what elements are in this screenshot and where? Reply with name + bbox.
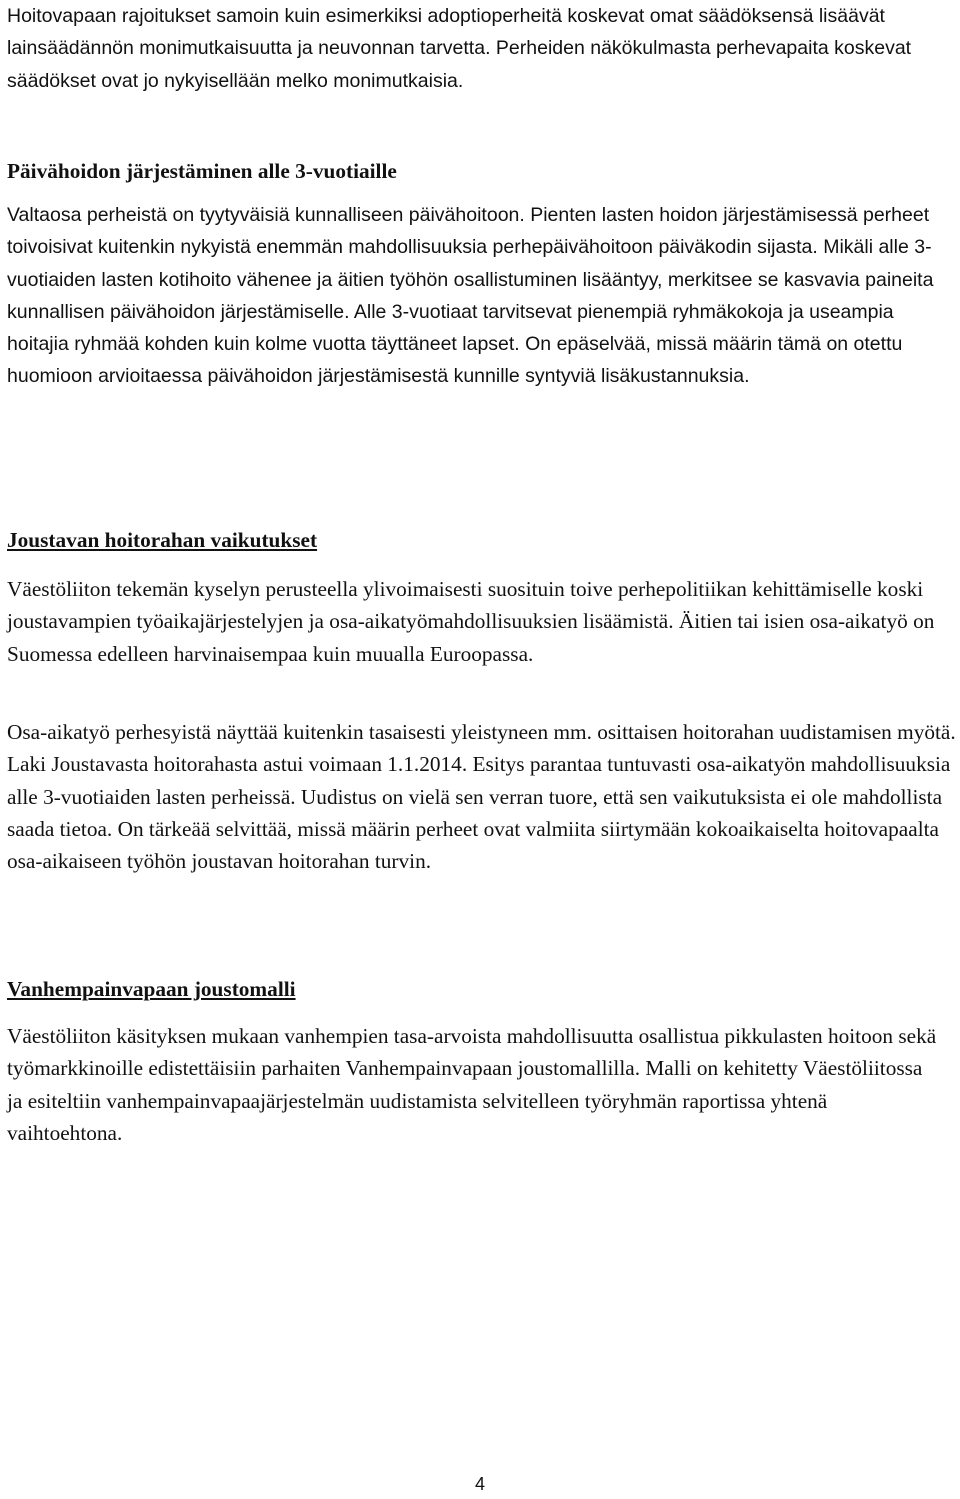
section-heading-parental-leave-model: Vanhempainvapaan joustomalli [7,977,296,1001]
section-heading-daycare: Päivähoidon järjestäminen alle 3-vuotiaille [7,159,397,183]
section-paragraph-parental: Väestöliiton käsityksen mukaan vanhempien tasa-arvoista mahdollisuutta osallistua pikkulasten hoitoon sekä työmarkkinoille edistettäisiin parhaiten Vanhempainvapaan joustomallilla. Malli on kehitetty Väestöliitossa ja esiteltiin vanhempainvapaajärjestelmän uudistamista selvitelleen työryhmän raportissa yhtenä vaihtoehtona. [7,1024,937,1145]
page-number: 4 [474,1474,485,1494]
section-paragraph-flexible-2: Osa-aikatyö perhesyistä näyttää kuitenkin tasaisesti yleistyneen mm. osittaisen hoitorahan uudistamisen myötä. Laki Joustavasta hoitorahasta astui voimaan 1.1.2014. Esitys parantaa tuntuvasti osa-aikatyön mahdollisuuksia alle 3-vuotiaiden lasten perheissä. Uudistus on vielä sen verran tuore, että sen vaikutuksista ei ole mahdollista saada tietoa. On tärkeää selvittää, missä määrin perheet ovat valmiita siirtymään kokoaikaiselta hoitovapaalta osa-aikaiseen työhön joustavan hoitorahan turvin. [7,720,956,874]
section-paragraph-daycare: Valtaosa perheistä on tyytyväisiä kunnalliseen päivähoitoon. Pienten lasten hoidon järjestämisessä perheet toivoisivat kuitenkin nykyistä enemmän mahdollisuuksia perhepäivähoitoon päiväkodin sijasta. Mikäli alle 3-vuotiaiden lasten kotihoito vähenee ja äitien työhön osallistuminen lisääntyy, merkitsee se kasvavia paineita kunnallisen päivähoidon järjestämiselle. Alle 3-vuotiaat tarvitsevat pienempiä ryhmäkokoja ja useampia hoitajia ryhmää kohden kuin kolme vuotta täyttäneet lapset. On epäselvää, missä määrin tämä on otettu huomioon arvioitaessa päivähoidon järjestämisestä kunnille syntyviä lisäkustannuksia. [7,204,934,388]
section-heading-flexible-allowance: Joustavan hoitorahan vaikutukset [7,528,318,552]
intro-paragraph: Hoitovapaan rajoitukset samoin kuin esimerkiksi adoptioperheitä koskevat omat säädöksensä lisäävät lainsäädännön monimutkaisuutta ja neuvonnan tarvetta. Perheiden näkökulmasta perhevapaita koskevat säädökset ovat jo nykyisellään melko monimutkaisia. [7,5,912,92]
section-paragraph-flexible-1: Väestöliiton tekemän kyselyn perusteella ylivoimaisesti suosituin toive perhepolitiikan kehittämiselle koski joustavampien työaikajärjestelyjen ja osa-aikatyömahdollisuuksien lisäämistä. Äitien tai isien osa-aikatyö on Suomessa edelleen harvinaisempaa kuin muualla Euroopassa. [7,577,935,666]
